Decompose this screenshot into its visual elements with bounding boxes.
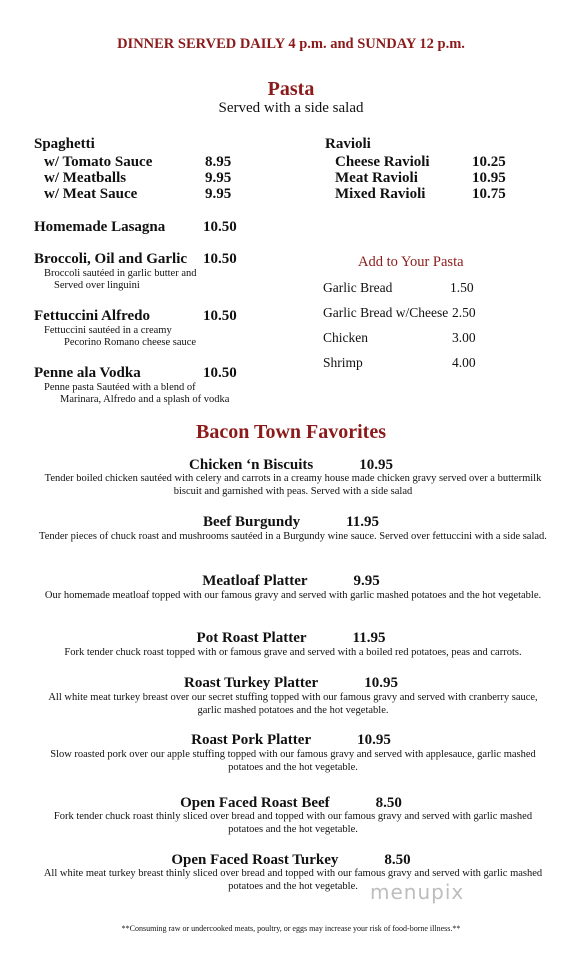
pasta-item-price: 10.50 bbox=[203, 365, 237, 381]
ravioli-option-price: 10.25 bbox=[472, 154, 506, 170]
spaghetti-option-label: w/ Tomato Sauce bbox=[44, 154, 153, 170]
favorite-item-desc: All white meat turkey breast over our secret stuffing topped with our famous gravy and served with cranberry sauce, garlic mashed potatoes and the hot vegetable. bbox=[48, 692, 538, 716]
favorite-item-name: Chicken ‘n Biscuits bbox=[189, 457, 314, 473]
favorite-item-name: Open Faced Roast Beef bbox=[180, 795, 330, 811]
favorite-item-price: 9.95 bbox=[353, 573, 380, 589]
favorite-item-row bbox=[0, 795, 582, 812]
pasta-subtitle: Served with a side salad bbox=[218, 100, 364, 116]
pasta-item-price: 10.50 bbox=[203, 308, 237, 324]
favorite-item-desc: Tender pieces of chuck roast and mushrooms sautéed in a Burgundy wine sauce. Served over fettuccini with a side salad. bbox=[39, 531, 547, 542]
favorite-item-name: Pot Roast Platter bbox=[196, 630, 307, 646]
favorite-item-desc: Fork tender chuck roast thinly sliced over bread and topped with our famous gravy and served with garlic mashed potatoes and the hot vegetable. bbox=[53, 811, 533, 835]
favorite-item-row bbox=[0, 675, 582, 692]
pasta-item-name: Broccoli, Oil and Garlic bbox=[34, 251, 188, 267]
favorite-item-name: Roast Pork Platter bbox=[191, 732, 312, 748]
spaghetti-option-price: 9.95 bbox=[205, 186, 232, 202]
ravioli-option-label: Cheese Ravioli bbox=[335, 154, 430, 170]
favorite-item-name: Roast Turkey Platter bbox=[184, 675, 319, 691]
addon-price: 4.00 bbox=[452, 355, 476, 370]
favorite-item-desc: Our homemade meatloaf topped with our famous gravy and served with garlic mashed potatoes and the hot vegetable. bbox=[44, 590, 542, 601]
favorite-item-desc: Slow roasted pork over our apple stuffing topped with our famous gravy and served with applesauce, garlic mashed potatoes and the hot vegetable. bbox=[50, 749, 536, 773]
spaghetti-option-price: 8.95 bbox=[205, 154, 232, 170]
favorite-item-desc: Fork tender chuck roast topped with or famous grave and served with a boiled red potatoes, peas and carrots. bbox=[64, 647, 522, 658]
spaghetti-option-label: w/ Meat Sauce bbox=[44, 186, 138, 202]
favorite-item-name: Beef Burgundy bbox=[202, 514, 301, 530]
pasta-item-desc: Marinara, Alfredo and a splash of vodka bbox=[60, 394, 230, 405]
ravioli-option-label: Mixed Ravioli bbox=[335, 186, 426, 202]
addon-price: 3.00 bbox=[452, 330, 476, 345]
food-safety-disclaimer: **Consuming raw or undercooked meats, poultry, or eggs may increase your risk of food-borne illness.** bbox=[121, 924, 461, 933]
addon-label: Garlic Bread w/Cheese bbox=[323, 305, 449, 320]
favorite-item-row bbox=[0, 573, 582, 590]
pasta-item-desc: Fettuccini sautéed in a creamy bbox=[44, 325, 172, 336]
pasta-item-name: Penne ala Vodka bbox=[34, 365, 141, 381]
favorite-item-price: 10.95 bbox=[359, 457, 393, 473]
addon-price: 2.50 bbox=[452, 305, 476, 320]
ravioli-option-price: 10.95 bbox=[472, 170, 506, 186]
ravioli-title: Ravioli bbox=[325, 136, 371, 152]
service-hours-header: DINNER SERVED DAILY 4 p.m. and SUNDAY 12 p.m. bbox=[117, 36, 465, 52]
favorite-item-row bbox=[0, 514, 582, 531]
favorite-item-name: Meatloaf Platter bbox=[202, 573, 308, 589]
pasta-item-price: 10.50 bbox=[203, 219, 237, 235]
favorite-item-price: 10.95 bbox=[364, 675, 398, 691]
ravioli-option-price: 10.75 bbox=[472, 186, 506, 202]
pasta-item-desc: Served over linguini bbox=[54, 280, 140, 291]
favorite-item-price: 8.50 bbox=[375, 795, 402, 811]
pasta-item-desc: Broccoli sautéed in garlic butter and bbox=[44, 268, 197, 279]
spaghetti-option-label: w/ Meatballs bbox=[44, 170, 127, 186]
favorite-item-name: Open Faced Roast Turkey bbox=[171, 852, 339, 868]
spaghetti-option-price: 9.95 bbox=[205, 170, 232, 186]
favorites-section-title: Bacon Town Favorites bbox=[195, 421, 387, 443]
pasta-item-price: 10.50 bbox=[203, 251, 237, 267]
pasta-item-desc: Pecorino Romano cheese sauce bbox=[64, 337, 197, 348]
addon-label: Chicken bbox=[323, 330, 368, 345]
favorite-item-price: 11.95 bbox=[352, 630, 386, 646]
addon-price: 1.50 bbox=[450, 280, 474, 295]
pasta-item-desc: Penne pasta Sautéed with a blend of bbox=[44, 382, 196, 393]
watermark-logo: menupix bbox=[370, 880, 465, 904]
addon-label: Garlic Bread bbox=[323, 280, 393, 295]
favorite-item-price: 8.50 bbox=[384, 852, 411, 868]
favorite-item-row bbox=[0, 852, 582, 869]
favorite-item-desc: Tender boiled chicken sautéed with celery and carrots in a creamy house made chicken gravy served over a buttermilk biscuit and garnished with peas. Served with a side salad bbox=[44, 473, 542, 497]
pasta-section-title: Pasta bbox=[267, 78, 315, 100]
favorite-item-desc: All white meat turkey breast thinly sliced over bread and topped with our famous gravy and served with garlic mashed potatoes and the hot vegetable. bbox=[43, 868, 543, 892]
favorite-item-price: 10.95 bbox=[357, 732, 391, 748]
ravioli-option-label: Meat Ravioli bbox=[335, 170, 418, 186]
pasta-item-name: Fettuccini Alfredo bbox=[34, 308, 150, 324]
favorite-item-row bbox=[0, 457, 582, 474]
favorite-item-price: 11.95 bbox=[346, 514, 380, 530]
pasta-item-name: Homemade Lasagna bbox=[34, 219, 166, 235]
favorite-item-row bbox=[0, 732, 582, 749]
addons-title: Add to Your Pasta bbox=[358, 254, 464, 270]
favorite-item-row bbox=[0, 630, 582, 647]
addon-label: Shrimp bbox=[323, 355, 363, 370]
spaghetti-title: Spaghetti bbox=[34, 136, 95, 152]
